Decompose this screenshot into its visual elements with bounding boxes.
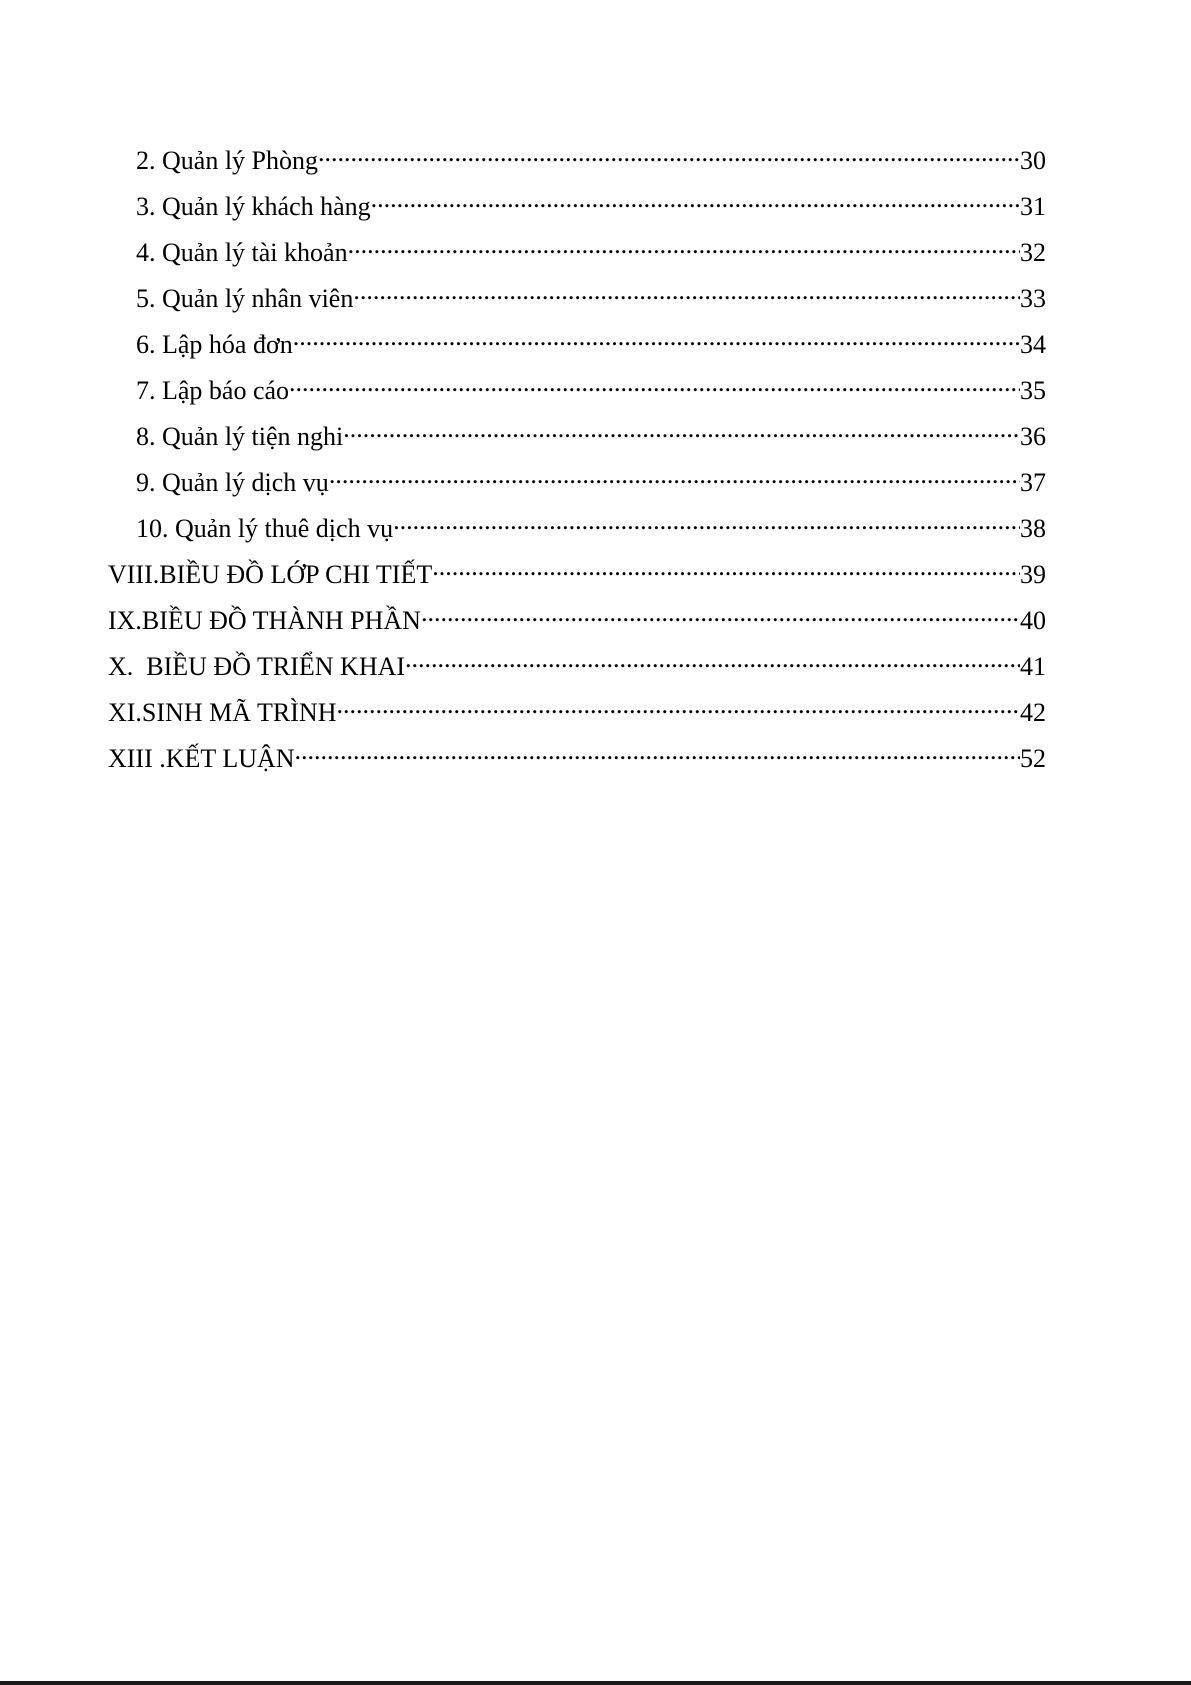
toc-entry-label: 6. Lập hóa đơn <box>136 330 293 359</box>
toc-page-number: 41 <box>1020 652 1046 681</box>
toc-entry[interactable] <box>0 551 1191 597</box>
toc-dot-leader <box>348 229 1020 261</box>
toc-entry-label: 2. Quản lý Phòng <box>136 146 318 175</box>
toc-entry-label: 5. Quản lý nhân viên <box>136 284 354 313</box>
toc-page-number: 33 <box>1020 284 1046 313</box>
toc-entry-label: 8. Quản lý tiện nghi <box>136 422 344 451</box>
toc-entry[interactable] <box>0 367 1191 413</box>
toc-entry-label: XI.SINH MÃ TRÌNH <box>108 698 337 727</box>
toc-dot-leader <box>432 551 1020 583</box>
toc-page-number: 35 <box>1020 376 1046 405</box>
toc-dot-leader <box>329 459 1020 491</box>
toc-dot-leader <box>295 735 1020 767</box>
toc-entry-label: 10. Quản lý thuê dịch vụ <box>136 514 394 543</box>
toc-entry-label: VIII.BIỀU ĐỒ LỚP CHI TIẾT <box>108 560 433 589</box>
toc-entry-label: 7. Lập báo cáo <box>136 376 290 405</box>
toc-dot-leader <box>293 321 1020 353</box>
toc-entry[interactable] <box>0 275 1191 321</box>
toc-page-number: 39 <box>1020 560 1046 589</box>
toc-dot-leader <box>421 597 1020 629</box>
toc-entry-label: 9. Quản lý dịch vụ <box>136 468 329 497</box>
toc-entry[interactable] <box>0 689 1191 735</box>
toc-entry[interactable] <box>0 229 1191 275</box>
toc-dot-leader <box>289 367 1020 399</box>
toc-dot-leader <box>353 275 1020 307</box>
toc-dot-leader <box>343 413 1020 445</box>
toc-entry[interactable] <box>0 137 1191 183</box>
toc-entry[interactable] <box>0 505 1191 551</box>
toc-entry[interactable] <box>0 183 1191 229</box>
toc-dot-leader <box>318 137 1020 169</box>
toc-page-number: 37 <box>1020 468 1046 497</box>
toc-entry[interactable] <box>0 413 1191 459</box>
toc-page-number: 36 <box>1020 422 1046 451</box>
toc-entry-label: IX.BIỀU ĐỒ THÀNH PHẦN <box>108 606 421 635</box>
toc-entry[interactable] <box>0 735 1191 781</box>
toc-entry[interactable] <box>0 459 1191 505</box>
toc-entry-label: XIII .KẾT LUẬN <box>108 744 295 773</box>
page-bottom-edge <box>0 1681 1191 1685</box>
toc-entry[interactable] <box>0 597 1191 643</box>
toc-entry-label: 3. Quản lý khách hàng <box>136 192 371 221</box>
toc-page-number: 32 <box>1020 238 1046 267</box>
toc-page-number: 42 <box>1020 698 1046 727</box>
toc-entry[interactable] <box>0 321 1191 367</box>
toc-page-number: 34 <box>1020 330 1046 359</box>
toc-entry[interactable] <box>0 643 1191 689</box>
toc-page-number: 40 <box>1020 606 1046 635</box>
table-of-contents <box>0 137 1191 781</box>
toc-dot-leader <box>393 505 1020 537</box>
toc-dot-leader <box>405 643 1020 675</box>
toc-page-number: 38 <box>1020 514 1046 543</box>
toc-page-number: 52 <box>1020 744 1046 773</box>
toc-entry-label: X. BIỀU ĐỒ TRIỂN KHAI <box>108 652 406 681</box>
toc-dot-leader <box>336 689 1020 721</box>
toc-entry-label: 4. Quản lý tài khoản <box>136 238 348 267</box>
toc-dot-leader <box>371 183 1020 215</box>
toc-page-number: 31 <box>1020 192 1046 221</box>
toc-page-number: 30 <box>1020 146 1046 175</box>
